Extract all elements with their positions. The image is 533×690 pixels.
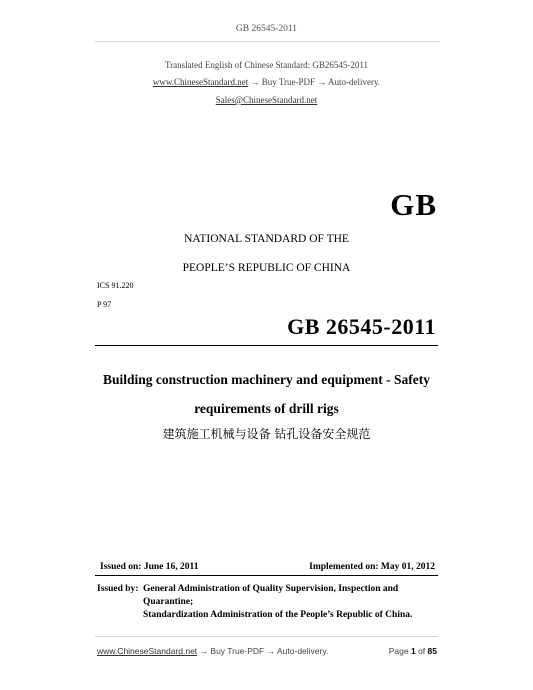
national-line-2: PEOPLE’S REPUBLIC OF CHINA bbox=[182, 262, 351, 274]
page-current: 1 bbox=[410, 646, 416, 656]
email-line bbox=[0, 95, 533, 105]
p-code: P 97 bbox=[97, 300, 112, 309]
title-en-line-2: requirements of drill rigs bbox=[194, 401, 339, 416]
standard-number: GB 26545-2011 bbox=[287, 314, 436, 339]
page-total: 85 bbox=[427, 646, 437, 656]
purchase-line bbox=[0, 77, 533, 87]
page-of: of bbox=[418, 646, 426, 656]
title-cn: 建筑施工机械与设备 钻孔设备安全规范 bbox=[162, 427, 371, 441]
site-link[interactable]: www.ChineseStandard.net bbox=[152, 77, 249, 87]
issuer-line-1b: Quarantine; bbox=[143, 597, 194, 607]
footer-purchase-suffix: → Buy True-PDF → Auto-delivery. bbox=[197, 646, 329, 656]
cover-divider bbox=[95, 345, 438, 346]
page-label: Page bbox=[388, 646, 409, 656]
page-indicator bbox=[389, 646, 437, 656]
issuer-line-2: Standardization Administration of the People’s Republic of China. bbox=[143, 610, 413, 620]
title-en-line-1: Building construction machinery and equipment - Safety bbox=[102, 372, 431, 387]
ics-code: ICS 91.220 bbox=[97, 281, 134, 290]
footer-divider bbox=[95, 636, 438, 637]
running-title: GB 26545-2011 bbox=[235, 24, 298, 34]
footer-purchase-line bbox=[97, 646, 328, 656]
translation-note: Translated English of Chinese Standard: GB26545-2011 bbox=[164, 60, 369, 70]
footer-site-link[interactable]: www.ChineseStandard.net bbox=[97, 646, 198, 656]
issuer-line-1: General Administration of Quality Supervision, Inspection and bbox=[143, 584, 399, 594]
email-link[interactable]: Sales@ChineseStandard.net bbox=[215, 95, 318, 105]
issued-on: Issued on: June 16, 2011 bbox=[100, 562, 199, 572]
national-line-1: NATIONAL STANDARD OF THE bbox=[184, 233, 349, 245]
gb-mark: GB bbox=[390, 187, 437, 222]
header-divider bbox=[95, 41, 440, 42]
issued-by-label: Issued by: bbox=[97, 584, 139, 594]
purchase-suffix: → Buy True-PDF → Auto-delivery. bbox=[248, 77, 381, 87]
implemented-on: Implemented on: May 01, 2012 bbox=[309, 562, 435, 572]
dates-divider bbox=[95, 575, 438, 576]
